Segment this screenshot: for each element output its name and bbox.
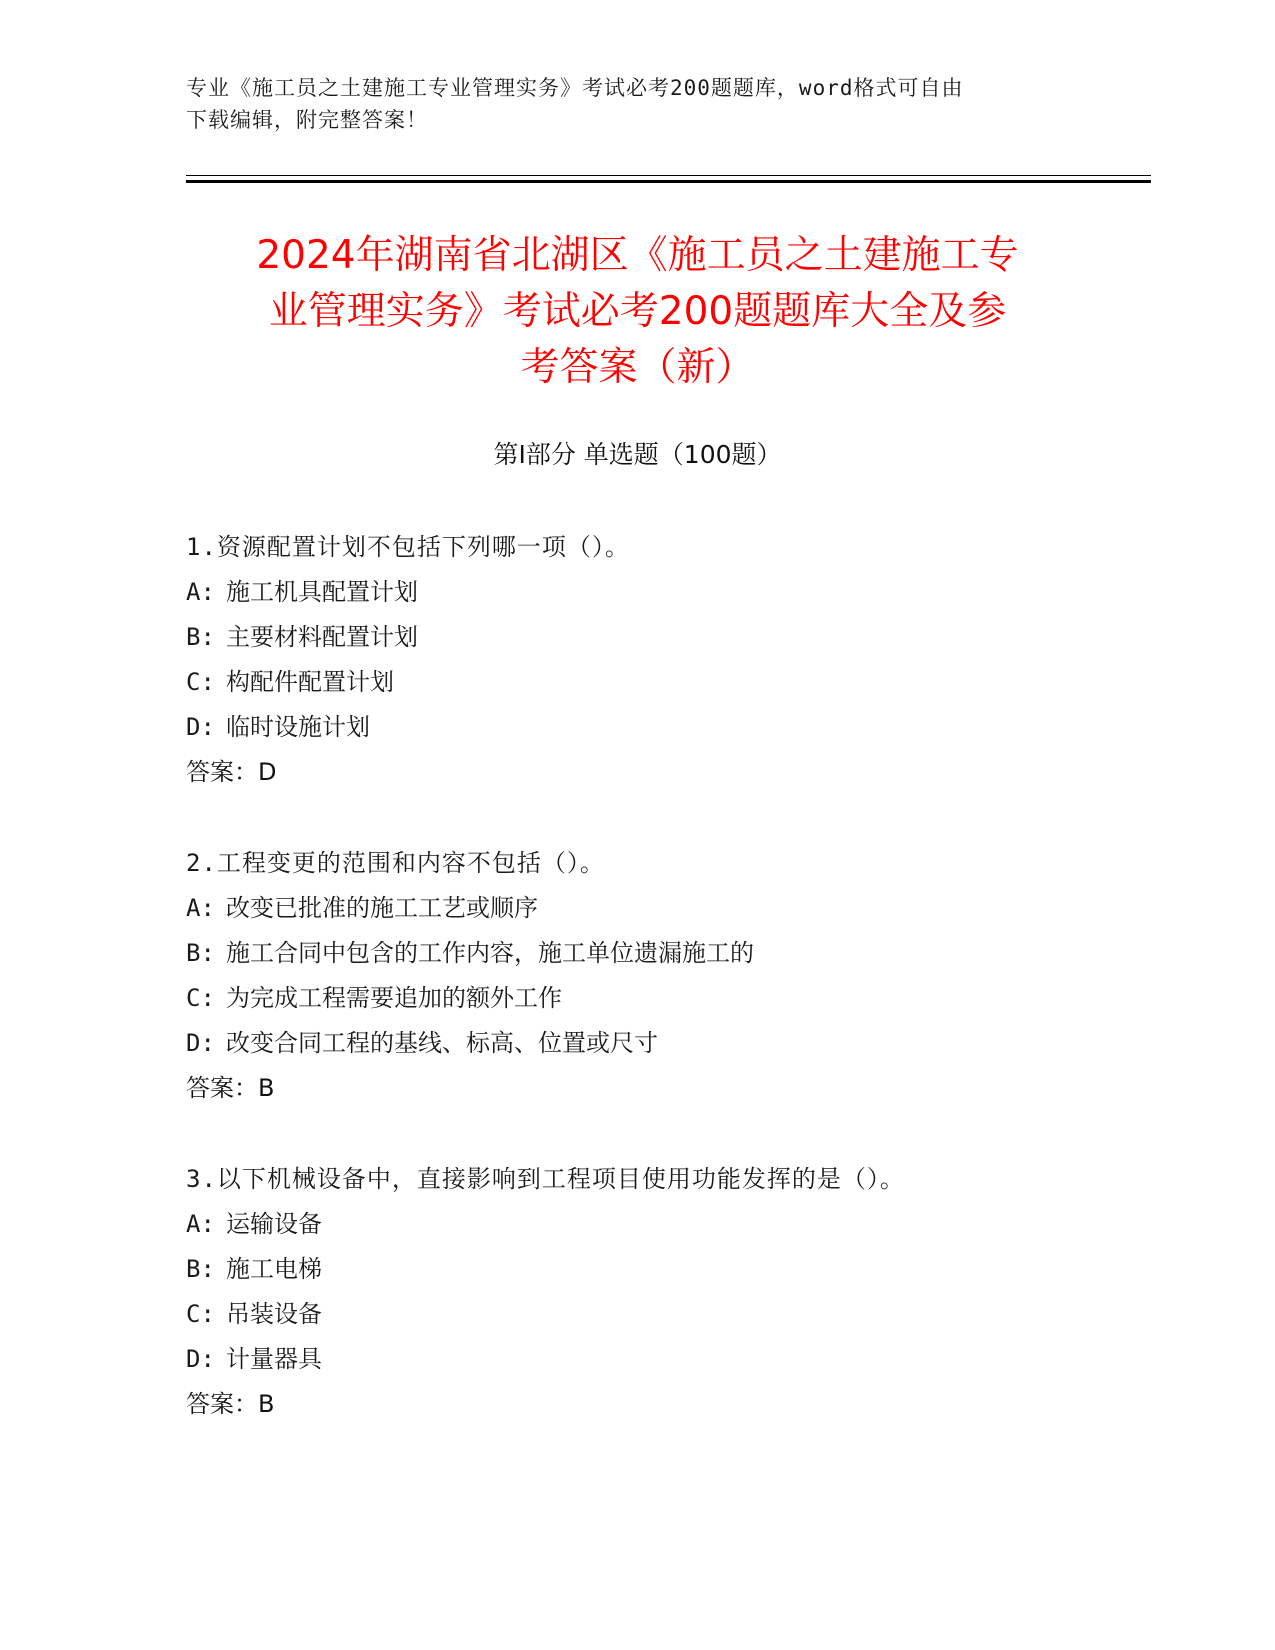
option-letter: C: xyxy=(186,984,215,1012)
option-letter: D: xyxy=(186,1345,215,1373)
answer: 答案：B xyxy=(186,1074,275,1102)
option-d xyxy=(186,1337,1146,1382)
option-text: 主要材料配置计划 xyxy=(226,623,418,651)
question-stem: 1.资源配置计划不包括下列哪一项（）。 xyxy=(186,533,630,561)
option-letter: C: xyxy=(186,1300,215,1328)
option-b xyxy=(186,931,1146,976)
option-text: 计量器具 xyxy=(226,1345,322,1373)
question-2 xyxy=(186,841,1146,1111)
option-c xyxy=(186,1292,1146,1337)
header-note-line-2: 下载编辑，附完整答案！ xyxy=(186,108,428,132)
option-letter: B: xyxy=(186,1255,215,1283)
answer: 答案：D xyxy=(186,758,277,786)
option-letter: C: xyxy=(186,668,215,696)
option-a xyxy=(186,886,1146,931)
question-stem: 2.工程变更的范围和内容不包括（）。 xyxy=(186,849,605,877)
option-c xyxy=(186,976,1146,1021)
option-text: 吊装设备 xyxy=(226,1300,322,1328)
option-b xyxy=(186,615,1146,660)
option-text: 临时设施计划 xyxy=(226,713,370,741)
option-a xyxy=(186,1202,1146,1247)
header-note xyxy=(186,72,1086,136)
option-letter: D: xyxy=(186,713,215,741)
option-text: 改变已批准的施工工艺或顺序 xyxy=(226,894,538,922)
option-a xyxy=(186,570,1146,615)
option-b xyxy=(186,1247,1146,1292)
option-letter: A: xyxy=(186,1210,215,1238)
title-line-1: 2024年湖南省北湖区《施工员之土建施工专 xyxy=(256,233,1019,278)
question-3 xyxy=(186,1157,1146,1427)
question-1 xyxy=(186,525,1146,795)
option-letter: A: xyxy=(186,578,215,606)
option-text: 改变合同工程的基线、标高、位置或尺寸 xyxy=(226,1029,658,1057)
option-letter: D: xyxy=(186,1029,215,1057)
option-letter: A: xyxy=(186,894,215,922)
title-line-3: 考答案（新） xyxy=(520,345,755,390)
option-letter: B: xyxy=(186,623,215,651)
option-text: 为完成工程需要追加的额外工作 xyxy=(226,984,562,1012)
option-text: 施工合同中包含的工作内容，施工单位遗漏施工的 xyxy=(226,939,754,967)
option-d xyxy=(186,705,1146,750)
option-text: 构配件配置计划 xyxy=(226,668,394,696)
title-line-2: 业管理实务》考试必考200题题库大全及参 xyxy=(268,289,1007,334)
option-d xyxy=(186,1021,1146,1066)
question-list xyxy=(186,525,1146,1473)
option-text: 施工机具配置计划 xyxy=(226,578,418,606)
section-heading: 第Ⅰ部分 单选题（100题） xyxy=(493,440,782,469)
header-divider-thin xyxy=(186,175,1151,176)
option-c xyxy=(186,660,1146,705)
answer: 答案：B xyxy=(186,1390,275,1418)
document-title xyxy=(160,228,1115,396)
option-text: 施工电梯 xyxy=(226,1255,322,1283)
question-stem: 3.以下机械设备中，直接影响到工程项目使用功能发挥的是（）。 xyxy=(186,1165,905,1193)
option-letter: B: xyxy=(186,939,215,967)
header-divider-thick xyxy=(186,180,1151,183)
header-note-line-1: 专业《施工员之土建施工专业管理实务》考试必考200题题库，word格式可自由 xyxy=(186,76,964,100)
option-text: 运输设备 xyxy=(226,1210,322,1238)
